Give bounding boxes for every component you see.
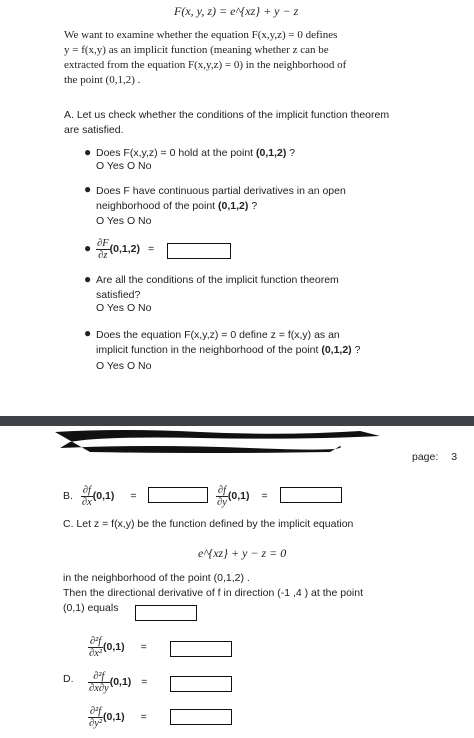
bullet-icon: ● (84, 326, 92, 340)
question-2-text: neighborhood of the point (96, 200, 216, 212)
question-5-tail: ? (354, 344, 361, 356)
question-4-line: satisfied? (96, 289, 141, 301)
partial-fraction (88, 671, 110, 694)
function-definition: F(x, y, z) = e^{xz} + y − z (174, 4, 299, 18)
second-derivative-yy (88, 703, 147, 731)
question-2 (96, 184, 346, 214)
question-3-point: (0,1,2) (109, 243, 140, 255)
partial-fraction (96, 238, 110, 261)
d2f-dy2-input[interactable] (170, 709, 232, 725)
d2f-dx2-input[interactable] (170, 641, 232, 657)
bullet-icon: ● (84, 241, 92, 255)
partial-fraction (216, 485, 228, 508)
bullet-icon: ● (84, 272, 92, 286)
partial-fraction (81, 485, 93, 508)
point-label: (0,1) (103, 711, 125, 723)
question-2-line2 (96, 199, 346, 214)
fraction-denominator: ∂y² (89, 717, 102, 729)
partial-fraction (88, 706, 103, 729)
question-2-options[interactable]: O Yes O No (96, 215, 152, 227)
intro-line: y = f(x,y) as an implicit function (meaning whether z can be (64, 44, 329, 56)
fraction-numerator: ∂²f (88, 671, 110, 683)
page-divider (0, 416, 474, 426)
fraction-numerator: ∂²f (89, 705, 102, 717)
bullet-icon: ● (84, 145, 92, 159)
df-dx-input[interactable] (148, 487, 208, 503)
fraction-numerator: ∂²f (89, 635, 102, 647)
point-label: (0,1) (92, 490, 115, 502)
fraction-denominator: ∂z (98, 249, 108, 261)
question-5 (96, 328, 360, 358)
question-2-tail: ? (251, 200, 258, 212)
section-c-line: Then the directional derivative of f in direction (-1 ,4 ) at the point (63, 587, 363, 599)
page-number: 3 (451, 451, 458, 463)
section-b (63, 482, 137, 510)
question-5-line2 (96, 343, 360, 358)
directional-derivative-input[interactable] (135, 605, 197, 621)
question-1-options[interactable]: O Yes O No (96, 160, 152, 172)
fraction-denominator: ∂x∂y (89, 682, 109, 694)
equals-sign: = (140, 641, 147, 653)
question-2-point: (0,1,2) (218, 200, 249, 212)
fraction-numerator: ∂f (82, 484, 91, 496)
question-4 (96, 273, 339, 303)
section-c-line: in the neighborhood of the point (0,1,2) . (63, 572, 250, 584)
page-label: page: (412, 451, 439, 463)
bullet-icon: ● (84, 182, 92, 196)
equals-sign: = (130, 490, 137, 502)
fraction-denominator: ∂x (81, 496, 92, 508)
question-1 (96, 146, 295, 161)
equals-sign: = (147, 243, 155, 255)
page-indicator (412, 451, 457, 463)
question-4-options[interactable]: O Yes O No (96, 302, 152, 314)
second-derivative-xx (88, 633, 147, 661)
fraction-numerator: ∂f (217, 484, 226, 496)
intro-paragraph (64, 28, 424, 88)
question-1-tail: ? (289, 147, 296, 159)
section-a-line: A. Let us check whether the conditions of the implicit function theorem (64, 109, 390, 121)
point-label: (0,1) (103, 641, 125, 653)
section-b-second (216, 482, 268, 510)
fraction-denominator: ∂y (217, 496, 227, 508)
partial-fraction (88, 636, 103, 659)
dF-dz-input[interactable] (167, 243, 231, 259)
d2f-dxdy-input[interactable] (170, 676, 232, 692)
question-4-line: Are all the conditions of the implicit function theorem (96, 274, 339, 286)
point-label: (0,1) (109, 676, 132, 688)
equals-sign: = (261, 490, 268, 502)
section-b-label: B. (63, 490, 73, 502)
second-derivative-xy (88, 668, 147, 696)
question-3 (96, 234, 154, 264)
redaction-scribble (0, 426, 474, 456)
question-5-options[interactable]: O Yes O No (96, 360, 152, 372)
question-5-line: Does the equation F(x,y,z) = 0 define z = f(x,y) as an (96, 329, 340, 341)
question-2-line: Does F have continuous partial derivatives in an open (96, 185, 346, 197)
fraction-denominator: ∂x² (89, 647, 102, 659)
section-c-intro: C. Let z = f(x,y) be the function defined by the implicit equation (63, 518, 354, 530)
question-5-text: implicit function in the neighborhood of the point (96, 344, 319, 356)
df-dy-input[interactable] (280, 487, 342, 503)
intro-line: the point (0,1,2) . (64, 74, 141, 86)
section-c-line: (0,1) equals (63, 602, 119, 614)
section-a-heading (64, 108, 434, 138)
equals-sign: = (140, 711, 147, 723)
question-1-point: (0,1,2) (256, 147, 287, 159)
fraction-numerator: ∂F (97, 237, 109, 249)
section-a-line: are satisfied. (64, 124, 124, 136)
section-c-text (63, 571, 363, 616)
intro-line: extracted from the equation F(x,y,z) = 0) in the neighborhood of (64, 59, 347, 71)
question-1-text: Does F(x,y,z) = 0 hold at the point (96, 147, 254, 159)
point-label: (0,1) (227, 490, 250, 502)
section-d-label: D. (63, 673, 74, 685)
implicit-equation: e^{xz} + y − z = 0 (198, 546, 287, 560)
equals-sign: = (141, 676, 148, 688)
question-5-point: (0,1,2) (321, 344, 352, 356)
intro-line: We want to examine whether the equation F(x,y,z) = 0 defines (64, 29, 338, 41)
